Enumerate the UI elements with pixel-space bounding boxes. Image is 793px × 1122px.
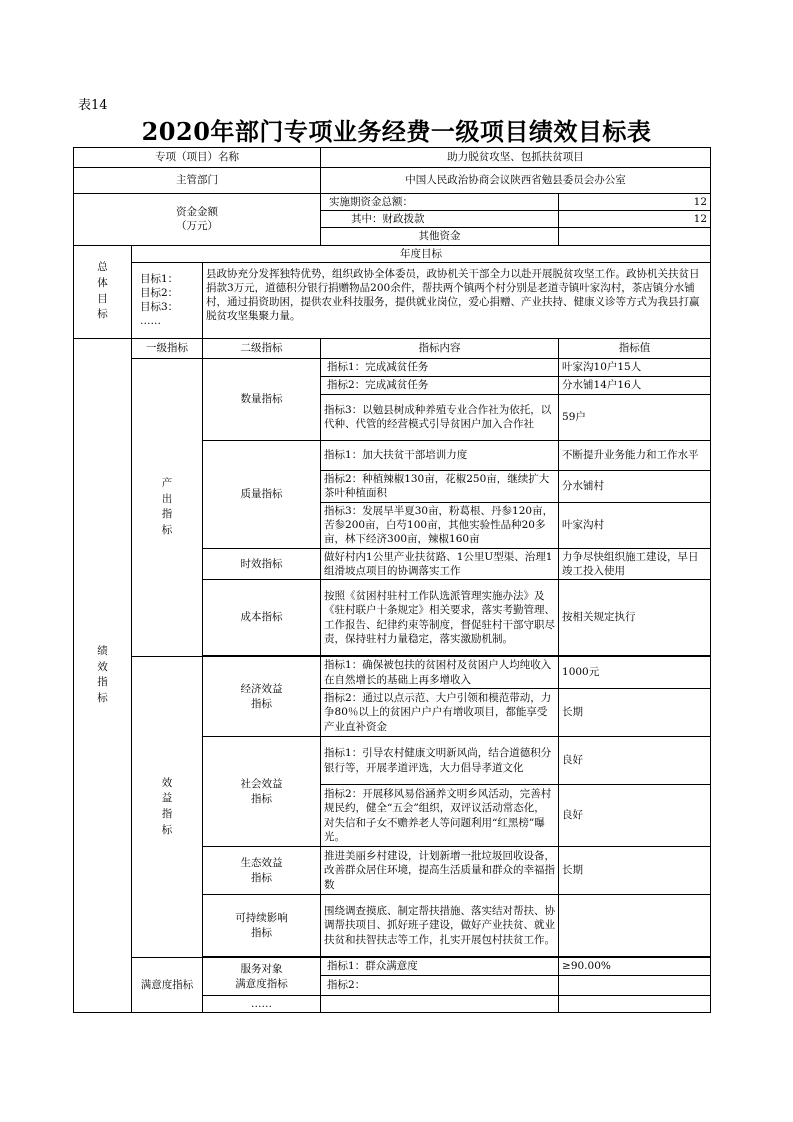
- department-label: 主管部门: [74, 168, 321, 194]
- funds-label: [74, 194, 321, 246]
- economic-value-2: 长期: [559, 689, 711, 737]
- performance-indicator-label-text: 绩效指标: [97, 644, 108, 705]
- sustainable-indicator-label-1: 可持续影响: [235, 912, 288, 925]
- page-title: 2020年部门专项业务经费一级项目绩效目标表: [141, 117, 652, 146]
- service-satisfaction-label-2: 满意度指标: [235, 977, 288, 990]
- economic-indicator-label-1: 经济效益: [240, 683, 283, 696]
- col-level2-header: 二级指标: [203, 338, 321, 358]
- target-labels: [132, 262, 203, 338]
- quality-value-3: 叶家沟村: [559, 502, 711, 548]
- performance-target-table: [73, 147, 711, 1013]
- sustainable-value: [559, 895, 711, 957]
- social-value-2: 良好: [559, 785, 711, 847]
- satisfaction-content-2: 指标2：: [321, 976, 559, 996]
- target-label-ellipsis: ……: [140, 315, 161, 328]
- quantity-value-2: 分水铺14户16人: [559, 376, 711, 394]
- cost-value: 按相关规定执行: [559, 580, 711, 656]
- benefit-indicator-label: [132, 657, 203, 958]
- economic-indicator-label-2: 指标: [251, 697, 272, 710]
- satisfaction-empty-content: [321, 996, 559, 1013]
- quality-content-1: 指标1：加大扶贫干部培训力度: [321, 440, 559, 470]
- funds-total-label: 实施期资金总额：: [321, 194, 559, 211]
- target-label-3: 目标3：: [140, 301, 179, 314]
- satisfaction-value-1: ≥90.00%: [559, 958, 711, 976]
- ecological-indicator-label-1: 生态效益: [240, 857, 283, 870]
- ecological-indicator-label-2: 指标: [251, 871, 272, 884]
- economic-content-1: 指标1：确保被包扶的贫困村及贫困户人均纯收入在自然增长的基础上再多增收入: [321, 657, 559, 689]
- economic-value-1: 1000元: [559, 657, 711, 689]
- satisfaction-empty-value: [559, 996, 711, 1013]
- funds-label-line1: 资金金额: [176, 206, 218, 219]
- quality-indicator-label: 质量指标: [203, 440, 321, 548]
- quality-value-1: 不断提升业务能力和工作水平: [559, 440, 711, 470]
- quantity-content-1: 指标1：完成减贫任务: [321, 358, 559, 376]
- satisfaction-content-1: 指标1：群众满意度: [321, 958, 559, 976]
- target-label-1: 目标1：: [140, 272, 179, 285]
- performance-indicator-label: [74, 338, 132, 1013]
- satisfaction-ellipsis: ……: [203, 996, 321, 1013]
- cost-indicator-label: 成本指标: [203, 580, 321, 656]
- social-indicator-label-2: 指标: [251, 792, 272, 805]
- cost-content: 按照《贫困村驻村工作队选派管理实施办法》及《驻村联户十条规定》相关要求，落实考勤管理、工作报告、纪律约束等制度，督促驻村干部守职尽责，保持驻村力量稳定，落实激励机制。: [321, 580, 559, 656]
- economic-indicator-label: [203, 657, 321, 737]
- sustainable-indicator-label-2: 指标: [251, 926, 272, 939]
- quantity-indicator-label: 数量指标: [203, 358, 321, 440]
- ecological-content: 推进美丽乡村建设，计划新增一批垃圾回收设备，改善群众居住环境，提高生活质量和群众的幸福指数: [321, 847, 559, 895]
- timeliness-value: 力争尽快组织施工建设，早日竣工投入使用: [559, 548, 711, 579]
- department-value: 中国人民政治协商会议陕西省勉县委员会办公室: [321, 168, 711, 194]
- overall-goal-label: [74, 245, 132, 338]
- ecological-indicator-label: [203, 847, 321, 895]
- col-value-header: 指标值: [559, 338, 711, 358]
- quality-content-2: 指标2：种植辣椒130亩，花椒250亩，继续扩大茶叶种植面积: [321, 470, 559, 502]
- satisfaction-indicator-label: 满意度指标: [132, 958, 203, 1013]
- funds-other-value: [559, 228, 711, 245]
- quantity-value-3: 59户: [559, 394, 711, 440]
- social-content-2: 指标2：开展移风易俗涵养文明乡风活动，完善村规民约，健全“五会”组织，双评议活动常态化，对失信和子女不赡养老人等问题利用“红黑榜”曝光。: [321, 785, 559, 847]
- project-name-value: 助力脱贫攻坚、包抓扶贫项目: [321, 148, 711, 168]
- output-indicator-label: [132, 358, 203, 656]
- timeliness-indicator-label: 时效指标: [203, 548, 321, 579]
- satisfaction-value-2: [559, 976, 711, 996]
- project-name-label: 专项（项目）名称: [74, 148, 321, 168]
- table-number-label: 表14: [78, 98, 108, 113]
- social-indicator-label-1: 社会效益: [240, 778, 283, 791]
- quantity-content-3: 指标3：以勉县树成种养殖专业合作社为依托，以代种、代管的经营模式引导贫困户加入合作社: [321, 394, 559, 440]
- funds-fiscal-label: 其中：财政拨款: [321, 211, 559, 228]
- timeliness-content: 做好村内1公里产业扶贫路、1公里U型渠、治理1组滑坡点项目的协调落实工作: [321, 548, 559, 579]
- sustainable-content: 围绕调查摸底、制定帮扶措施、落实结对帮扶、协调帮扶项目、抓好班子建设，做好产业扶贫、就业扶贫和扶智扶志等工作，扎实开展包村扶贫工作。: [321, 895, 559, 957]
- sustainable-indicator-label: [203, 895, 321, 957]
- social-value-1: 良好: [559, 737, 711, 785]
- overall-goal-label-text: 总体目标: [97, 261, 108, 321]
- quantity-value-1: 叶家沟10户15人: [559, 358, 711, 376]
- funds-total-value: 12: [559, 194, 711, 211]
- quantity-content-2: 指标2：完成减贫任务: [321, 376, 559, 394]
- target-label-2: 目标2：: [140, 287, 179, 300]
- quality-content-3: 指标3：发展旱半夏30亩，粉葛根、丹参120亩，苦参200亩，白芍100亩，其他实验性品种20多亩，林下经济300亩，辣椒160亩: [321, 502, 559, 548]
- col-content-header: 指标内容: [321, 338, 559, 358]
- col-level1-header: 一级指标: [132, 338, 203, 358]
- funds-other-label: 其他资金: [321, 228, 559, 245]
- economic-content-2: 指标2：通过以点示范、大户引领和模范带动，力争80％以上的贫困户户户有增收项目，都能享受产业直补资金: [321, 689, 559, 737]
- funds-label-line2: （万元）: [176, 220, 218, 233]
- funds-fiscal-value: 12: [559, 211, 711, 228]
- social-indicator-label: [203, 737, 321, 847]
- benefit-indicator-label-text: 效益指标: [161, 776, 173, 836]
- social-content-1: 指标1：引导农村健康文明新风尚，结合道德积分银行等，开展孝道评选，大力倡导孝道文化: [321, 737, 559, 785]
- year-goal-header: 年度目标: [132, 245, 711, 262]
- quality-value-2: 分水铺村: [559, 470, 711, 502]
- overall-goal-content: 县政协充分发挥独特优势，组织政协全体委员，政协机关干部全力以赴开展脱贫攻坚工作。政协机关扶贫日捐款3万元，道德积分银行捐赠物品200余件，帮扶两个镇两个村分别是老道寺镇叶家沟村，茶店镇分水铺村，通过捐资助困，提供农业科技服务，提供就业岗位，爱心捐赠、产业扶持、健康义诊等方式为我县打赢脱贫攻坚集聚力量。: [203, 262, 711, 338]
- service-satisfaction-label-1: 服务对象: [240, 963, 283, 976]
- ecological-value: 长期: [559, 847, 711, 895]
- output-indicator-label-text: 产出指标: [161, 476, 173, 537]
- service-satisfaction-label: [203, 958, 321, 996]
